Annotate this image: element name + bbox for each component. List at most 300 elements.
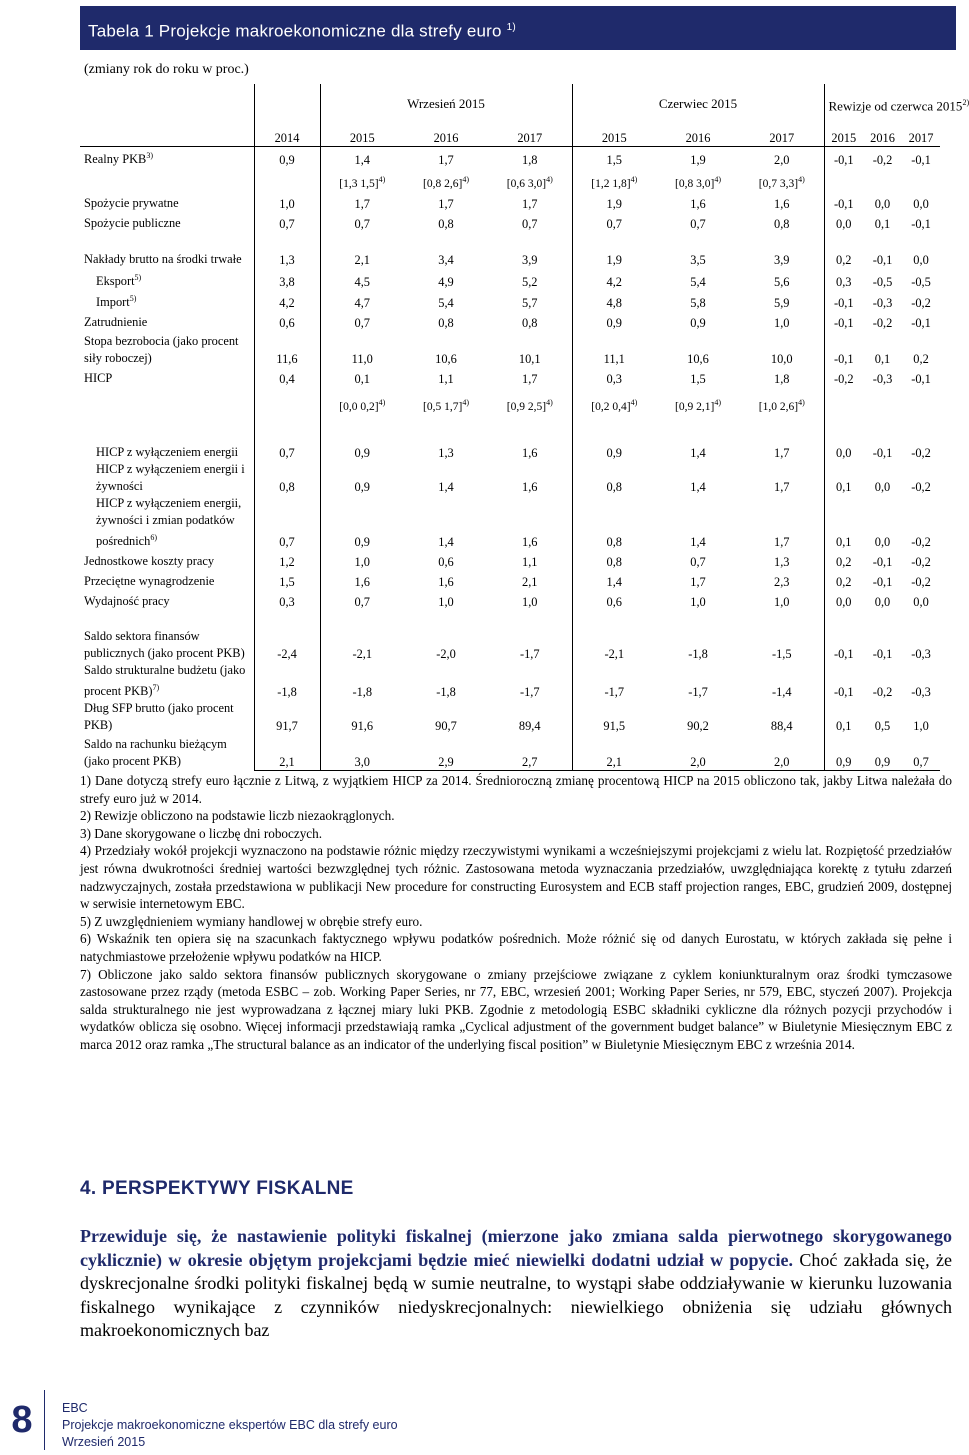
table-row: [80, 734, 940, 770]
table-row: [80, 311, 940, 331]
value-cell: -1,7: [519, 646, 540, 661]
table-row: [80, 610, 940, 662]
header-year: 2017: [902, 124, 940, 146]
row-label: [80, 734, 254, 770]
table-row: [80, 331, 940, 367]
value-cell: -0,2: [911, 574, 931, 589]
row-label: [80, 570, 254, 590]
value-cell: 0,3: [254, 590, 320, 610]
value-cell: 1,4: [572, 570, 656, 590]
value-cell: 0,0: [824, 413, 863, 461]
row-label-text: Jednostkowe koszty pracy: [84, 553, 215, 568]
projection-range-cell: [902, 168, 940, 190]
value-cell: 1,9: [572, 232, 656, 268]
value-cell: -0,2: [911, 445, 931, 460]
value-cell: 0,9: [320, 495, 404, 550]
value-cell: 5,8: [690, 295, 706, 310]
value-cell: -0,3: [911, 685, 931, 699]
value-cell: 0,9: [572, 311, 656, 331]
footer-date: Wrzesień 2015: [62, 1435, 146, 1449]
value-cell: -0,1: [911, 315, 931, 330]
value-cell: 0,8: [438, 315, 454, 330]
value-cell: -2,0: [436, 646, 456, 661]
row-label: [80, 550, 254, 570]
row-label: [80, 610, 254, 662]
range-text: [0,2 0,4]: [591, 400, 631, 413]
value-cell: 1,6: [438, 574, 454, 589]
value-cell: -0,2: [872, 315, 893, 330]
row-label: [80, 495, 254, 550]
projection-range-cell: [488, 387, 572, 413]
footer-doc: Projekcje makroekonomiczne ekspertów EBC dla strefy euro: [62, 1418, 398, 1432]
table-row: [80, 268, 940, 290]
value-cell: -0,1: [911, 152, 931, 167]
value-cell: 0,1: [824, 700, 863, 734]
value-cell: -0,1: [911, 371, 931, 386]
value-cell: 0,8: [572, 495, 656, 550]
row-label: [80, 190, 254, 212]
value-cell: 5,2: [522, 274, 538, 289]
row-label-text: Dług SFP brutto (jako procent PKB): [84, 701, 234, 732]
projection-range-cell: [404, 168, 488, 190]
projection-range-cell: [404, 387, 488, 413]
value-cell: 0,1: [824, 461, 863, 495]
row-label-text: HICP z wyłączeniem energii: [96, 444, 239, 459]
value-cell: -1,8: [436, 685, 456, 699]
table-row: [80, 387, 940, 413]
value-cell: 0,7: [254, 413, 320, 461]
projection-range-cell: [740, 168, 824, 190]
table-row: [80, 146, 940, 168]
table-title-footnote-ref: 1): [506, 22, 516, 33]
projection-range-cell: [254, 168, 320, 190]
value-cell: 3,4: [438, 252, 454, 267]
row-label-text: Nakłady brutto na środki trwałe: [84, 251, 242, 266]
header-empty-2014: [254, 84, 320, 124]
value-cell: 0,9: [572, 413, 656, 461]
value-cell: -1,4: [771, 685, 792, 699]
row-label-text: Zatrudnienie: [84, 314, 148, 329]
section-body: [80, 1225, 952, 1343]
value-cell: 0,1: [874, 216, 891, 231]
value-cell: -2,1: [572, 610, 656, 662]
value-cell: 5,9: [774, 295, 790, 310]
value-cell: 1,6: [774, 196, 790, 211]
value-cell: 1,8: [774, 371, 790, 386]
footnote-item: 3) Dane skorygowane o liczbę dni roboczych.: [80, 825, 323, 841]
value-cell: -1,7: [572, 662, 656, 700]
value-cell: 2,0: [740, 734, 824, 770]
range-text: [0,9 2,5]: [506, 400, 547, 413]
value-cell: 0,3: [824, 268, 863, 290]
value-cell: 1,7: [438, 152, 454, 167]
value-cell: 1,0: [254, 190, 320, 212]
value-cell: 90,2: [687, 719, 709, 733]
table-row: [80, 590, 940, 610]
value-cell: 1,4: [438, 534, 454, 549]
footnote-item: 4) Przedziały wokół projekcji wyznaczono na podstawie różnic między rzeczywistymi wynikami a wcześniejszymi projekcjami z wielu lat. Rozpiętość przedziałów jest równa dwukrotności średniej wartości bezwzględnej tych różnic. Zastosowana metoda wyznaczania przedziałów, uwzględniająca korektę z tytułu zdarzeń nadzwyczajnych, została przedstawiona w publikacji New procedure for constructing Eurosystem and ECB staff projection ranges, EBC, grudzień 2009, dostępnej w serwisie internetowym EBC.: [80, 843, 952, 912]
value-cell: -0,1: [872, 646, 893, 661]
row-label: [80, 461, 254, 495]
value-cell: 1,0: [774, 315, 790, 330]
value-cell: 1,5: [572, 146, 656, 168]
value-cell: 0,1: [874, 351, 891, 366]
value-cell: 0,9: [254, 146, 320, 168]
row-label: [80, 331, 254, 367]
range-text: [0,7 3,3]: [758, 177, 799, 190]
value-cell: 2,9: [404, 734, 488, 770]
value-cell: -0,5: [911, 274, 931, 289]
range-footnote-ref: 4): [798, 397, 805, 407]
row-label-text: HICP: [84, 370, 113, 385]
page-footer: [62, 1400, 398, 1451]
projection-range-cell: [824, 387, 863, 413]
value-cell: -1,8: [320, 662, 404, 700]
range-footnote-ref: 4): [462, 174, 469, 184]
table-row: [80, 290, 940, 311]
value-cell: -1,5: [771, 646, 792, 661]
value-cell: 0,4: [254, 367, 320, 387]
value-cell: 2,0: [774, 152, 790, 167]
projection-range-cell: [902, 387, 940, 413]
section-title: 4. PERSPEKTYWY FISKALNE: [80, 1178, 354, 1199]
table-row: [80, 367, 940, 387]
value-cell: -0,1: [824, 290, 863, 311]
value-cell: 88,4: [770, 719, 793, 733]
header-year-label: [80, 124, 254, 146]
range-text: [0,6 3,0]: [506, 177, 547, 190]
row-label: [80, 367, 254, 387]
value-cell: 1,0: [438, 594, 454, 609]
row-label-sup: 6): [150, 532, 158, 542]
header-year: 2014: [254, 124, 320, 146]
value-cell: -1,7: [519, 685, 540, 699]
value-cell: 1,7: [774, 479, 790, 494]
value-cell: 5,7: [522, 295, 538, 310]
value-cell: 0,8: [438, 216, 454, 231]
value-cell: 0,2: [824, 232, 863, 268]
value-cell: 1,7: [438, 196, 454, 211]
row-label-text: Wydajność pracy: [84, 593, 170, 608]
value-cell: -2,1: [320, 610, 404, 662]
value-cell: 10,0: [770, 351, 793, 366]
value-cell: 1,4: [320, 146, 404, 168]
row-label-text: HICP z wyłączeniem energii, żywności i zmian podatków pośrednich: [96, 495, 242, 548]
value-cell: 0,6: [254, 311, 320, 331]
value-cell: 2,7: [488, 734, 572, 770]
value-cell: 1,3: [254, 232, 320, 268]
value-cell: 5,4: [690, 274, 706, 289]
header-group-june: Czerwiec 2015: [572, 84, 824, 124]
header-year: 2016: [656, 124, 740, 146]
range-footnote-ref: 4): [378, 397, 386, 407]
value-cell: 1,3: [438, 445, 454, 460]
value-cell: 1,2: [254, 550, 320, 570]
value-cell: 11,0: [320, 331, 404, 367]
footnote-item: 2) Rewizje obliczono na podstawie liczb niezaokrąglonych.: [80, 808, 395, 824]
projection-range-cell: [488, 168, 572, 190]
row-label-text: Eksport: [96, 273, 135, 288]
table-title: Tabela 1 Projekcje makroekonomiczne dla strefy euro: [88, 21, 502, 41]
value-cell: 1,3: [774, 554, 790, 569]
value-cell: 10,1: [518, 351, 541, 366]
value-cell: 4,5: [320, 268, 404, 290]
range-footnote-ref: 4): [630, 174, 638, 184]
range-text: [0,5 1,7]: [423, 400, 463, 413]
range-text: [0,9 2,1]: [675, 400, 715, 413]
value-cell: 0,8: [572, 550, 656, 570]
row-label: [80, 290, 254, 311]
range-text: [1,0 2,6]: [758, 400, 799, 413]
projection-range-cell: [863, 168, 902, 190]
row-label-text: Przeciętne wynagrodzenie: [84, 573, 215, 588]
row-label: [80, 168, 254, 190]
projection-range-cell: [254, 387, 320, 413]
header-group-revisions: [824, 84, 969, 124]
range-text: [0,8 2,6]: [423, 177, 463, 190]
range-footnote-ref: 4): [714, 174, 721, 184]
footer-org: EBC: [62, 1401, 88, 1415]
projection-range-cell: [320, 387, 404, 413]
value-cell: 2,1: [572, 734, 656, 770]
value-cell: 3,9: [774, 252, 790, 267]
value-cell: -0,2: [872, 152, 893, 167]
projection-range-cell: [320, 168, 404, 190]
value-cell: 0,3: [572, 367, 656, 387]
range-text: [1,3 1,5]: [339, 177, 379, 190]
value-cell: 1,7: [690, 574, 706, 589]
value-cell: -2,4: [254, 610, 320, 662]
value-cell: 91,5: [572, 700, 656, 734]
value-cell: 0,1: [824, 495, 863, 550]
projection-range-cell: [863, 387, 902, 413]
table-row: [80, 190, 940, 212]
value-cell: 4,2: [572, 268, 656, 290]
value-cell: -0,2: [911, 554, 931, 569]
value-cell: 1,0: [522, 594, 538, 609]
value-cell: 1,6: [522, 534, 538, 549]
projection-range-cell: [824, 168, 863, 190]
row-label: [80, 700, 254, 734]
table-row: [80, 461, 940, 495]
value-cell: -0,1: [824, 662, 863, 700]
footnotes: [80, 772, 952, 1054]
section-body-bold: Przewiduje się, że nastawienie polityki fiskalnej (mierzone jako zmiana salda pierwotnego skorygowanego cyklicznie) w okresie objętym projekcjami będzie mieć niewielki dodatni udział w popycie.: [80, 1226, 952, 1270]
value-cell: 11,1: [572, 331, 656, 367]
value-cell: -0,2: [911, 534, 931, 549]
value-cell: 5,4: [438, 295, 454, 310]
value-cell: -0,5: [872, 274, 893, 289]
table-row: [80, 550, 940, 570]
table-row: [80, 700, 940, 734]
value-cell: 90,7: [435, 719, 457, 733]
value-cell: 0,9: [690, 315, 706, 330]
value-cell: 10,6: [687, 351, 709, 366]
row-label-text: Spożycie publiczne: [84, 215, 181, 230]
value-cell: 4,8: [572, 290, 656, 311]
value-cell: 1,6: [522, 445, 538, 460]
value-cell: 4,7: [320, 290, 404, 311]
row-label: [80, 590, 254, 610]
value-cell: 1,0: [320, 550, 404, 570]
value-cell: 91,7: [254, 700, 320, 734]
value-cell: 1,7: [774, 534, 790, 549]
value-cell: -0,1: [824, 146, 863, 168]
value-cell: 4,2: [254, 290, 320, 311]
row-label: [80, 311, 254, 331]
row-label-text: Spożycie prywatne: [84, 195, 179, 210]
value-cell: 1,0: [690, 594, 706, 609]
value-cell: -1,8: [254, 662, 320, 700]
value-cell: 1,9: [572, 190, 656, 212]
value-cell: 0,8: [572, 461, 656, 495]
value-cell: 0,7: [320, 212, 404, 232]
value-cell: 89,4: [518, 719, 541, 733]
value-cell: -0,2: [824, 367, 863, 387]
row-label-sup: 5): [134, 272, 142, 282]
value-cell: 2,0: [656, 734, 740, 770]
range-footnote-ref: 4): [378, 174, 386, 184]
value-cell: 2,1: [254, 734, 320, 770]
range-footnote-ref: 4): [462, 397, 469, 407]
value-cell: 2,3: [774, 574, 790, 589]
footnote-item: 1) Dane dotyczą strefy euro łącznie z Litwą, z wyjątkiem HICP za 2014. Średnioroczną zmianę procentową HICP na 2015 obliczono tak, jakby Litwa należała do strefy euro już w 2014.: [80, 773, 952, 806]
value-cell: 1,5: [690, 371, 706, 386]
value-cell: 0,9: [320, 413, 404, 461]
value-cell: -0,2: [911, 295, 931, 310]
projection-range-cell: [572, 168, 656, 190]
value-cell: 0,7: [320, 311, 404, 331]
header-year: 2017: [740, 124, 824, 146]
row-label: [80, 268, 254, 290]
row-label: [80, 413, 254, 461]
value-cell: 0,2: [824, 570, 863, 590]
value-cell: 0,1: [320, 367, 404, 387]
projections-table: [80, 84, 969, 771]
value-cell: 1,1: [438, 371, 454, 386]
table-subtitle: (zmiany rok do roku w proc.): [84, 62, 249, 77]
row-label-sup: 3): [146, 150, 153, 160]
value-cell: -0,1: [824, 190, 863, 212]
value-cell: 0,9: [863, 734, 902, 770]
range-footnote-ref: 4): [798, 174, 805, 184]
range-footnote-ref: 4): [546, 397, 553, 407]
value-cell: -0,1: [824, 331, 863, 367]
footnote-item: 5) Z uwzględnieniem wymiany handlowej w obrębie strefy euro.: [80, 913, 423, 929]
row-label: [80, 146, 254, 168]
header-year: 2016: [404, 124, 488, 146]
header-year: 2015: [824, 124, 863, 146]
value-cell: 1,0: [774, 594, 790, 609]
value-cell: 0,2: [913, 351, 929, 366]
value-cell: -0,1: [824, 610, 863, 662]
value-cell: 2,1: [522, 574, 538, 589]
value-cell: 0,0: [874, 196, 891, 211]
value-cell: 0,8: [774, 216, 790, 231]
value-cell: 1,5: [254, 570, 320, 590]
range-footnote-ref: 4): [714, 397, 721, 407]
value-cell: 0,0: [913, 196, 929, 211]
table-row: [80, 212, 940, 232]
value-cell: 0,6: [438, 554, 454, 569]
row-label: [80, 387, 254, 413]
value-cell: 0,9: [824, 734, 863, 770]
footnote-item: 6) Wskaźnik ten opiera się na szacunkach faktycznego wpływu podatków pośrednich. Może różnić się od danych Eurostatu, w których zakłada się pełne i natychmiastowe przełożenie wpływu podatków na HICP.: [80, 931, 952, 964]
value-cell: 1,7: [774, 445, 790, 460]
value-cell: 1,9: [690, 152, 706, 167]
table-row: [80, 413, 940, 461]
value-cell: -0,1: [872, 252, 893, 267]
value-cell: 0,7: [902, 734, 940, 770]
value-cell: -0,1: [872, 574, 893, 589]
projection-range-cell: [572, 387, 656, 413]
value-cell: 0,7: [572, 212, 656, 232]
value-cell: -0,2: [911, 479, 931, 494]
row-label-text: Saldo na rachunku bieżącym (jako procent PKB): [84, 737, 227, 768]
header-group-september: Wrzesień 2015: [320, 84, 572, 124]
row-label: [80, 662, 254, 700]
value-cell: 1,7: [522, 371, 538, 386]
value-cell: 0,7: [690, 216, 706, 231]
value-cell: 3,8: [254, 268, 320, 290]
value-cell: 1,4: [438, 479, 454, 494]
value-cell: 0,0: [913, 594, 929, 609]
value-cell: 1,6: [690, 196, 706, 211]
page-number: 8: [0, 1390, 45, 1450]
section-body-rest: Choć zakłada się, że dyskrecjonalne środki polityki fiskalnej będą w sumie neutralne, to wystąpi słabe oddziaływanie w kierunku luzowania fiskalnego wynikające z czynników niedyskrecjonalnych: niewielkiego obniżenia się udziału głównych makroekonomicznych baz: [80, 1249, 952, 1340]
row-label-text: Realny PKB: [84, 151, 147, 166]
range-text: [1,2 1,8]: [591, 177, 631, 190]
value-cell: 0,0: [874, 594, 891, 609]
value-cell: 0,0: [874, 534, 891, 549]
value-cell: 4,9: [438, 274, 454, 289]
range-footnote-ref: 4): [546, 174, 553, 184]
table-row: [80, 570, 940, 590]
row-label-text: Saldo strukturalne budżetu (jako procent PKB): [84, 662, 246, 698]
value-cell: 91,6: [320, 700, 404, 734]
value-cell: 0,0: [913, 252, 929, 267]
value-cell: 0,7: [254, 212, 320, 232]
value-cell: 3,9: [522, 252, 538, 267]
row-label-sup: 5): [129, 293, 137, 303]
value-cell: 1,8: [522, 152, 538, 167]
value-cell: 1,4: [690, 534, 706, 549]
value-cell: 0,8: [522, 315, 538, 330]
value-cell: 0,0: [874, 479, 891, 494]
value-cell: -0,1: [911, 216, 931, 231]
value-cell: 2,1: [320, 232, 404, 268]
header-group-revisions-label: Rewizje od czerwca 2015: [828, 98, 963, 114]
value-cell: 3,5: [690, 252, 706, 267]
value-cell: 0,6: [572, 590, 656, 610]
value-cell: -0,1: [872, 445, 893, 460]
value-cell: 0,2: [824, 550, 863, 570]
value-cell: -0,3: [911, 646, 931, 661]
header-year: 2015: [572, 124, 656, 146]
range-text: [0,8 3,0]: [675, 177, 715, 190]
value-cell: 0,8: [254, 461, 320, 495]
value-cell: -0,3: [872, 371, 893, 386]
header-year: 2015: [320, 124, 404, 146]
row-label-text: HICP z wyłączeniem energii i żywności: [96, 461, 245, 493]
value-cell: -0,1: [824, 311, 863, 331]
projection-range-cell: [656, 387, 740, 413]
value-cell: 1,7: [522, 196, 538, 211]
value-cell: 1,0: [913, 719, 929, 733]
header-group-revisions-sup: 2): [962, 97, 969, 107]
value-cell: -1,8: [688, 646, 708, 661]
table-title-bar: [80, 6, 956, 50]
